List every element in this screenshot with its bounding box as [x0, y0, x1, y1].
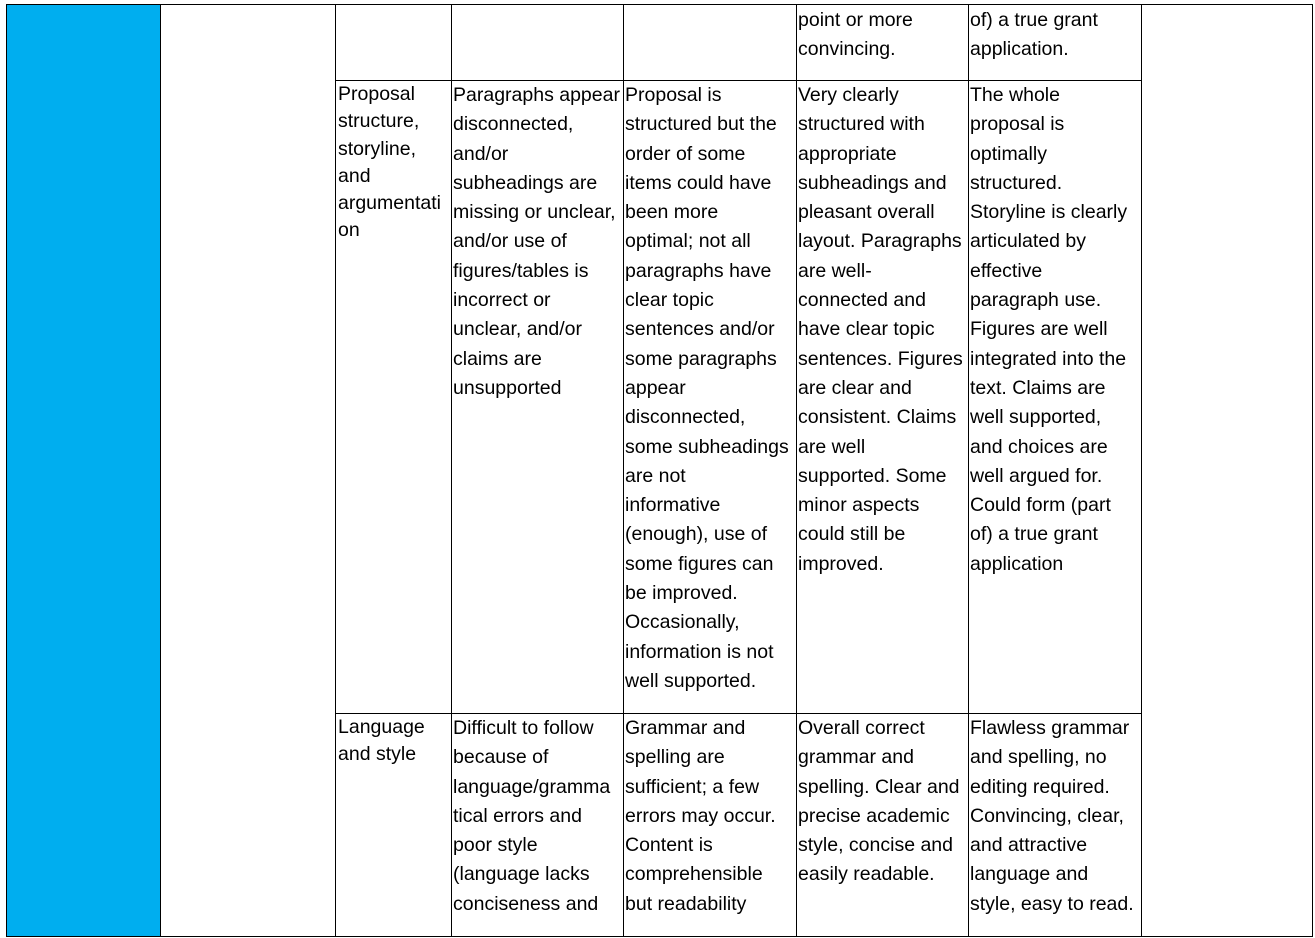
section-band	[7, 5, 160, 936]
row-2-level-2: Grammar and spelling are sufficient; a few errors may occur. Content is comprehensible but readability	[625, 717, 776, 915]
row-2-level-3: Overall correct grammar and spelling. Clear and precise academic style, concise and easily readable.	[798, 717, 960, 886]
row-1-criterion: Proposal structure, storyline, and argumentati on	[338, 83, 441, 242]
table-top-border	[6, 4, 1313, 5]
col-border-3	[451, 4, 452, 937]
row-1-level-1: Paragraphs appear disconnected, and/or subheadings are missing or unclear, and/or use of figures/tables is incorrect or unclear, and/or claims are unsupported	[453, 84, 620, 399]
col-border-0	[6, 4, 7, 937]
col-border-2	[335, 4, 336, 937]
col-border-1	[160, 4, 161, 937]
col-border-7	[1141, 4, 1142, 937]
col-border-6	[968, 4, 969, 937]
col-border-8	[1312, 4, 1313, 937]
row-1-level-2: Proposal is structured but the order of some items could have been more optimal; not all paragraphs have clear topic sentences and/or some paragraphs appear disconnected, some subheadings are not informative (enough), use of some figures can be improved. Occasionally, information is not well supported.	[625, 84, 789, 692]
row-1-level-3: Very clearly structured with appropriate subheadings and pleasant overall layout. Paragraphs are well- connected and have clear topic sentences. Figures are clear and consistent. Claims are well supported. Some minor aspects could still be improved.	[798, 84, 963, 575]
row-2-level-4: Flawless grammar and spelling, no editing required. Convincing, clear, and attractive language and style, easy to read.	[970, 717, 1134, 915]
row-2-criterion: Language and style	[338, 716, 425, 766]
table-bottom-border	[6, 936, 1313, 937]
row-0-level-4: of) a true grant application.	[970, 9, 1098, 61]
row-2-level-1: Difficult to follow because of language/gramma tical errors and poor style (language lacks conciseness and	[453, 717, 611, 915]
col-border-5	[796, 4, 797, 937]
col-border-4	[623, 4, 624, 937]
row-0-level-3: point or more convincing.	[798, 9, 913, 61]
row-1-level-4: The whole proposal is optimally structured. Storyline is clearly articulated by effective paragraph use. Figures are well integrated into the text. Claims are well supported, and choices are well argued for. Could form (part of) a true grant application	[970, 84, 1128, 575]
